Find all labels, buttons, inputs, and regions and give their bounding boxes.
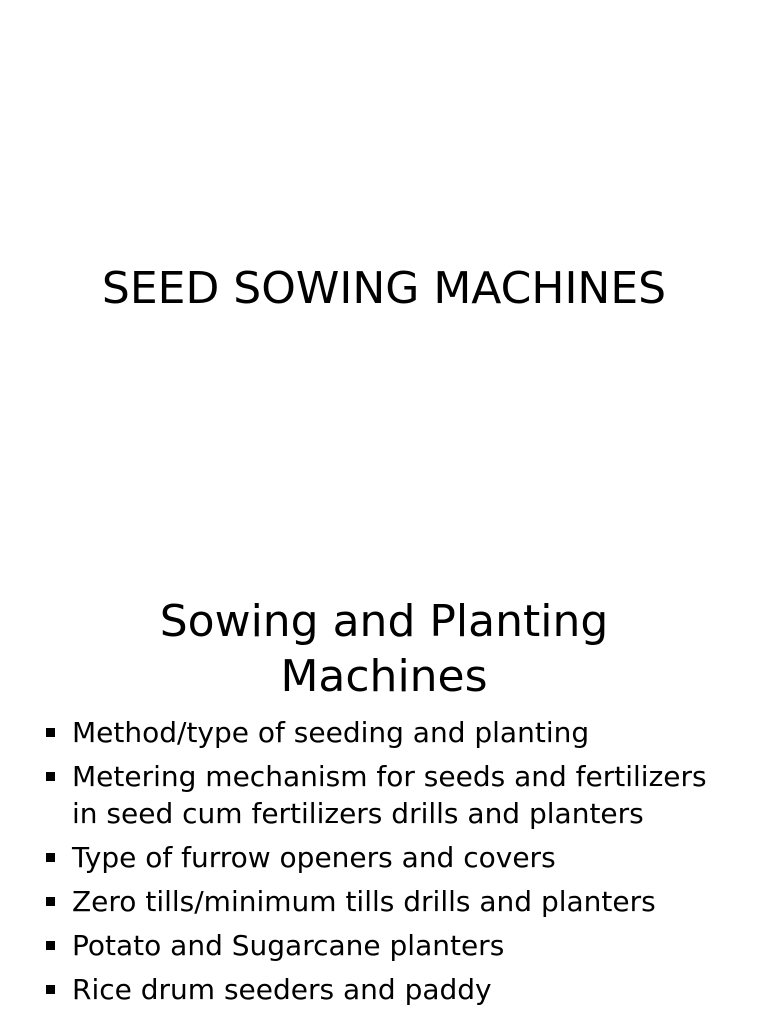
slide-heading-line-2: Machines [280, 651, 488, 702]
slide-heading-line-1: Sowing and Planting [159, 596, 609, 647]
bullet-text: Type of furrow openers and covers [72, 841, 556, 874]
bullet-item [0, 758, 768, 832]
bullet-item [0, 971, 768, 1008]
bullet-text: Method/type of seeding and planting [72, 716, 590, 749]
bullet-item [0, 927, 768, 964]
square-bullet-icon [46, 941, 55, 950]
bullet-text: Potato and Sugarcane planters [72, 929, 505, 962]
square-bullet-icon [46, 897, 55, 906]
square-bullet-icon [46, 853, 55, 862]
square-bullet-icon [46, 728, 55, 737]
bullet-item [0, 714, 768, 751]
slide-content-page [0, 576, 768, 1024]
bullet-item [0, 839, 768, 876]
bullet-text: Metering mechanism for seeds and fertilizers in seed cum fertilizers drills and planters [72, 760, 707, 830]
bullet-list [0, 714, 768, 1015]
slide-title: SEED SOWING MACHINES [101, 263, 667, 314]
bullet-item [0, 883, 768, 920]
bullet-text: Rice drum seeders and paddy [72, 973, 492, 1006]
slide-heading [0, 594, 768, 704]
bullet-text: Zero tills/minimum tills drills and planters [72, 885, 656, 918]
square-bullet-icon [46, 985, 55, 994]
square-bullet-icon [46, 772, 55, 781]
